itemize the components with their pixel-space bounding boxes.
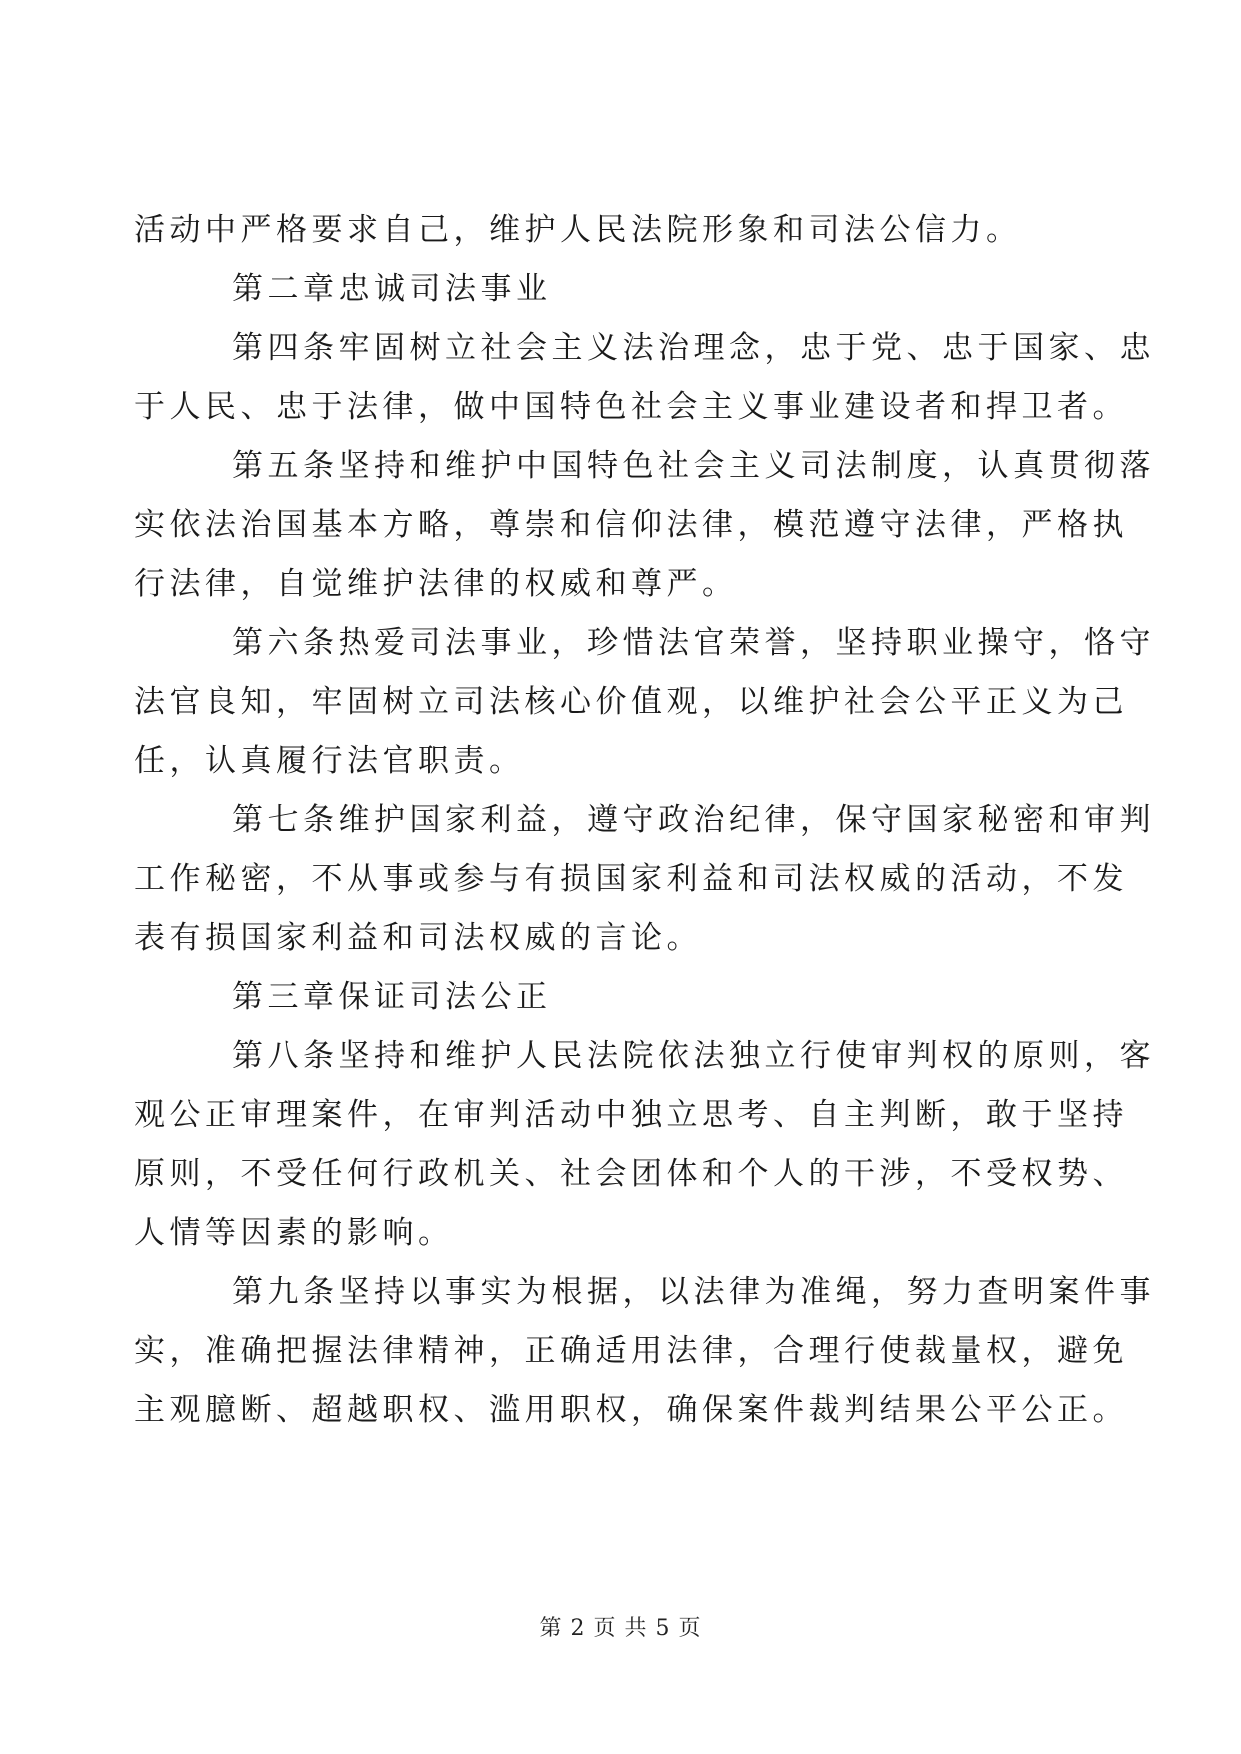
body-line: 表有损国家利益和司法权威的言论。	[134, 920, 702, 956]
page-number-footer: 第 2 页 共 5 页	[539, 1616, 702, 1641]
article-line: 第七条维护国家利益，遵守政治纪律，保守国家秘密和审判	[232, 802, 1155, 838]
body-line: 活动中严格要求自己，维护人民法院形象和司法公信力。	[134, 212, 1022, 248]
body-line: 任，认真履行法官职责。	[134, 743, 525, 779]
body-line: 实依法治国基本方略，尊崇和信仰法律，模范遵守法律，严格执	[134, 507, 1128, 543]
chapter-heading: 第二章忠诚司法事业	[232, 271, 552, 307]
body-line: 主观臆断、超越职权、滥用职权，确保案件裁判结果公平公正。	[134, 1392, 1128, 1428]
article-line: 第六条热爱司法事业，珍惜法官荣誉，坚持职业操守，恪守	[232, 625, 1155, 661]
body-line: 实，准确把握法律精神，正确适用法律，合理行使裁量权，避免	[134, 1333, 1128, 1369]
article-line: 第四条牢固树立社会主义法治理念，忠于党、忠于国家、忠	[232, 330, 1155, 366]
body-line: 观公正审理案件，在审判活动中独立思考、自主判断，敢于坚持	[134, 1097, 1128, 1133]
body-line: 法官良知，牢固树立司法核心价值观，以维护社会公平正义为己	[134, 684, 1128, 720]
body-line: 工作秘密，不从事或参与有损国家利益和司法权威的活动，不发	[134, 861, 1128, 897]
article-line: 第九条坚持以事实为根据，以法律为准绳，努力查明案件事	[232, 1274, 1155, 1310]
article-line: 第五条坚持和维护中国特色社会主义司法制度，认真贯彻落	[232, 448, 1155, 484]
body-line: 人情等因素的影响。	[134, 1215, 454, 1251]
body-line: 于人民、忠于法律，做中国特色社会主义事业建设者和捍卫者。	[134, 389, 1128, 425]
body-line: 行法律，自觉维护法律的权威和尊严。	[134, 566, 738, 602]
body-line: 原则，不受任何行政机关、社会团体和个人的干涉，不受权势、	[134, 1156, 1128, 1192]
article-line: 第八条坚持和维护人民法院依法独立行使审判权的原则，客	[232, 1038, 1155, 1074]
chapter-heading: 第三章保证司法公正	[232, 979, 552, 1015]
